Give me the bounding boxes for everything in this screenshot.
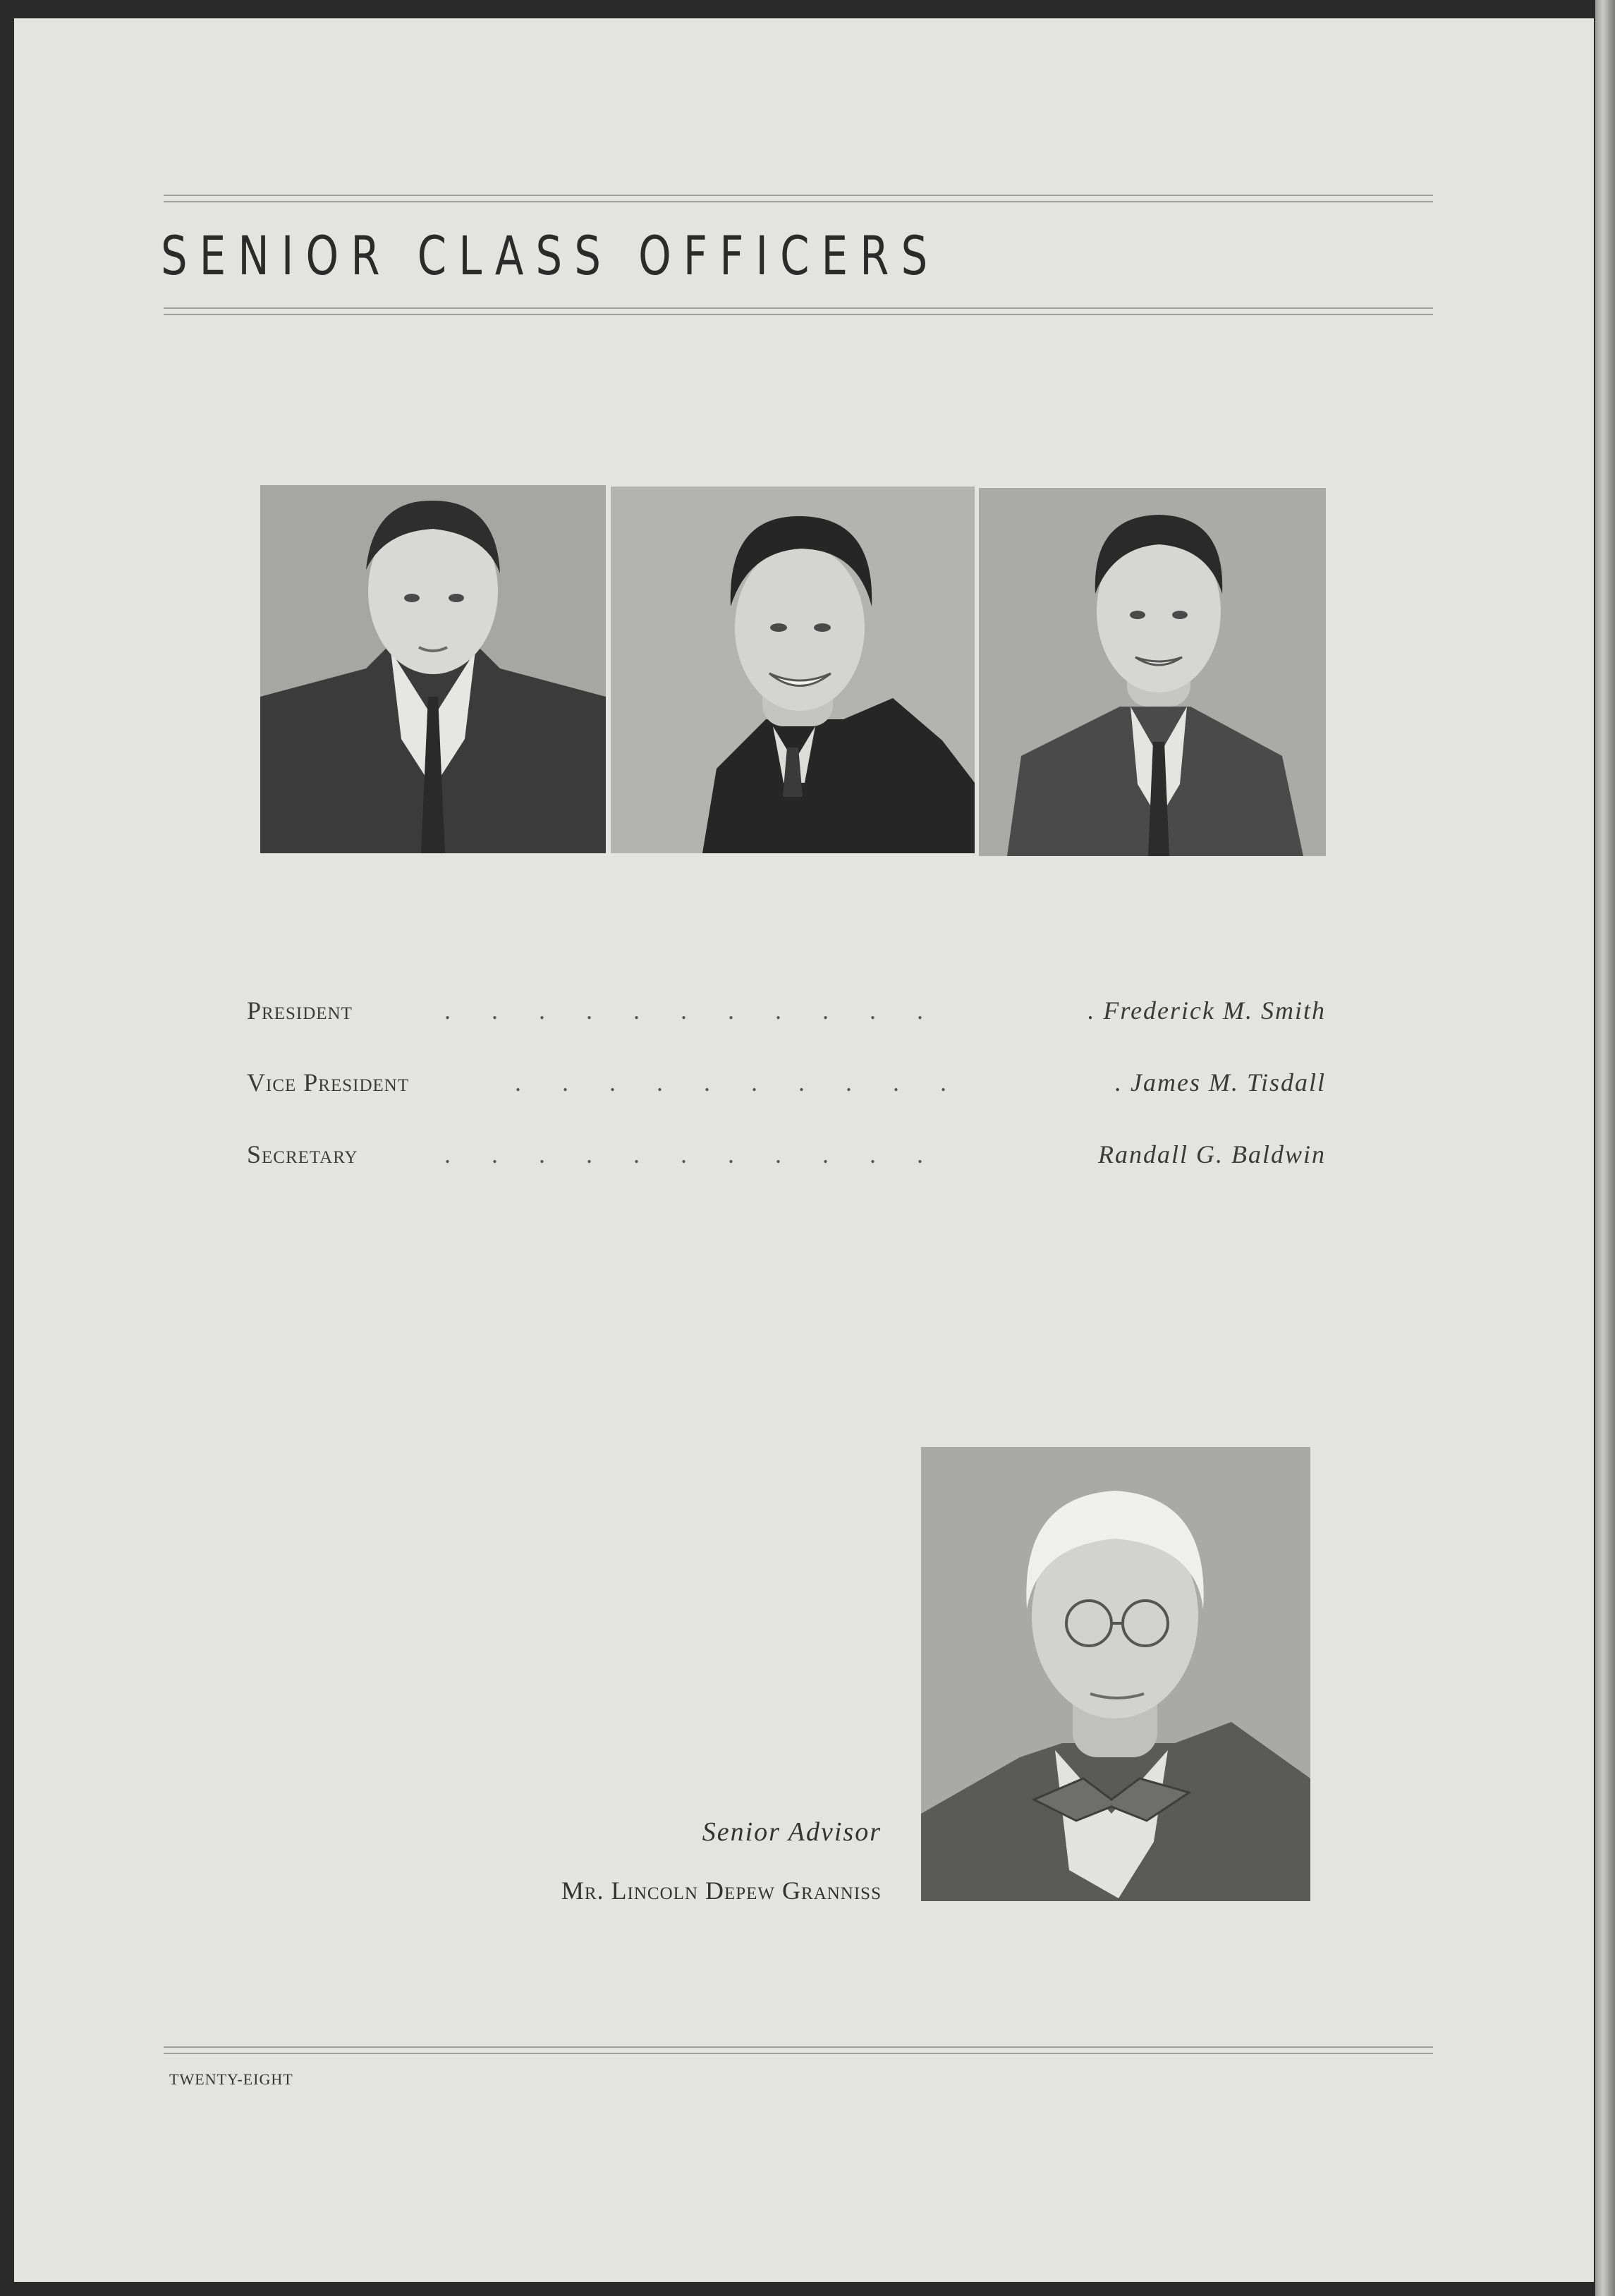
page-number: TWENTY-EIGHT [169, 2070, 293, 2088]
dot-leader: ........... [444, 996, 964, 1025]
office-label: Secretary [247, 1140, 358, 1168]
president-photo [260, 485, 606, 853]
bottom-rule [164, 2046, 1433, 2054]
officer-row-president [247, 996, 1326, 1038]
office-label: Vice President [247, 1068, 410, 1097]
officer-name: Randall G. Baldwin [1098, 1140, 1326, 1168]
secretary-photo [979, 488, 1326, 856]
page-title: SENIOR CLASS OFFICERS [161, 224, 940, 287]
vice-president-photo [611, 487, 975, 853]
title-rule [164, 307, 1433, 315]
office-label: President [247, 996, 353, 1025]
advisor-photo [921, 1447, 1310, 1901]
dot-leader: .......... [515, 1068, 987, 1097]
top-rule [164, 195, 1433, 202]
officer-name: . Frederick M. Smith [1087, 996, 1326, 1025]
officer-name: . James M. Tisdall [1114, 1068, 1326, 1097]
advisor-name: Mr. Lincoln Depew Granniss [561, 1876, 882, 1905]
binding-edge [1595, 0, 1615, 2296]
officer-row-vice-president [247, 1068, 1326, 1110]
officer-row-secretary [247, 1140, 1326, 1182]
advisor-title: Senior Advisor [702, 1817, 882, 1847]
dot-leader: ........... [444, 1140, 964, 1168]
